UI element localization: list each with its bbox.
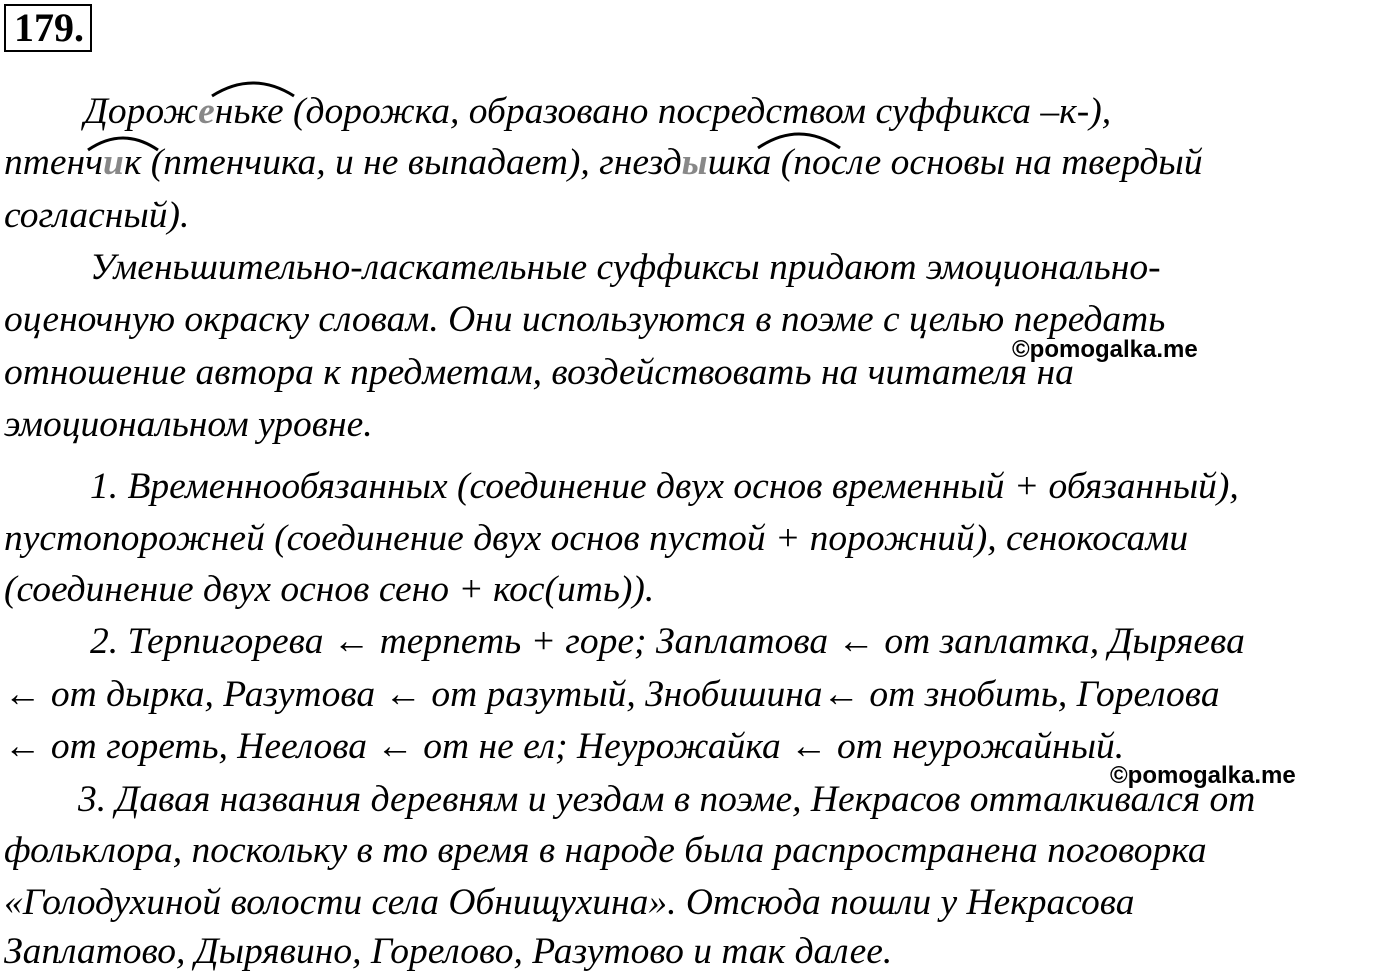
text-line-11: 2. Терпигорева ← терпеть + горе; Заплатова ← от заплатка, Дыряева	[90, 621, 1245, 662]
highlighted-letter: е	[198, 91, 215, 132]
text-line-7: эмоциональном уровне.	[4, 404, 373, 445]
text-line-4: Уменьшительно-ласкательные суффиксы придают эмоционально-	[90, 247, 1161, 288]
text-line-14: 3. Давая названия деревням и уездам в поэме, Некрасов отталкивался от	[78, 779, 1256, 820]
text-line-5: оценочную окраску словам. Они используются в поэме с целью передать	[4, 299, 1166, 340]
text-line-8: 1. Временнообязанных (соединение двух основ временный + обязанный),	[90, 466, 1239, 507]
word-part: ньке (дорожка, образовано посредством суффикса –к-),	[214, 91, 1112, 132]
word-part: Дорож	[84, 91, 199, 132]
text-line-12: ← от дырка, Разутова ← от разутый, Знобишина← от знобить, Горелова	[4, 674, 1220, 715]
highlighted-letter: ы	[681, 142, 708, 183]
highlighted-letter: и	[102, 142, 124, 183]
text-line-2	[4, 143, 1203, 183]
word-part: птенч	[4, 142, 103, 183]
text-line-15: фольклора, поскольку в то время в народе была распространена поговорка	[4, 830, 1207, 871]
text-line-16: «Голодухиной волости села Обнищухина». Отсюда пошли у Некрасова	[4, 882, 1135, 923]
word-part: шка (после основы на твердый	[707, 142, 1203, 183]
exercise-number: 179.	[4, 4, 92, 52]
text-line-13: ← от гореть, Неелова ← от не ел; Неурожайка ← от неурожайный.	[4, 726, 1125, 767]
text-line-10: (соединение двух основ сено + кос(ить)).	[4, 569, 655, 610]
watermark: ©pomogalka.me	[1110, 762, 1296, 789]
text-line-1	[84, 92, 1111, 132]
text-line-17: Заплатово, Дырявино, Горелово, Разутово и так далее.	[4, 931, 893, 972]
watermark: ©pomogalka.me	[1012, 336, 1198, 363]
text-line-6: отношение автора к предметам, воздействовать на читателя на	[4, 352, 1074, 393]
text-line-3: согласный).	[4, 195, 190, 236]
word-part: к (птенчика, и не выпадает), гнезд	[123, 142, 682, 183]
text-line-9: пустопорожней (соединение двух основ пустой + порожний), сенокосами	[4, 518, 1189, 559]
